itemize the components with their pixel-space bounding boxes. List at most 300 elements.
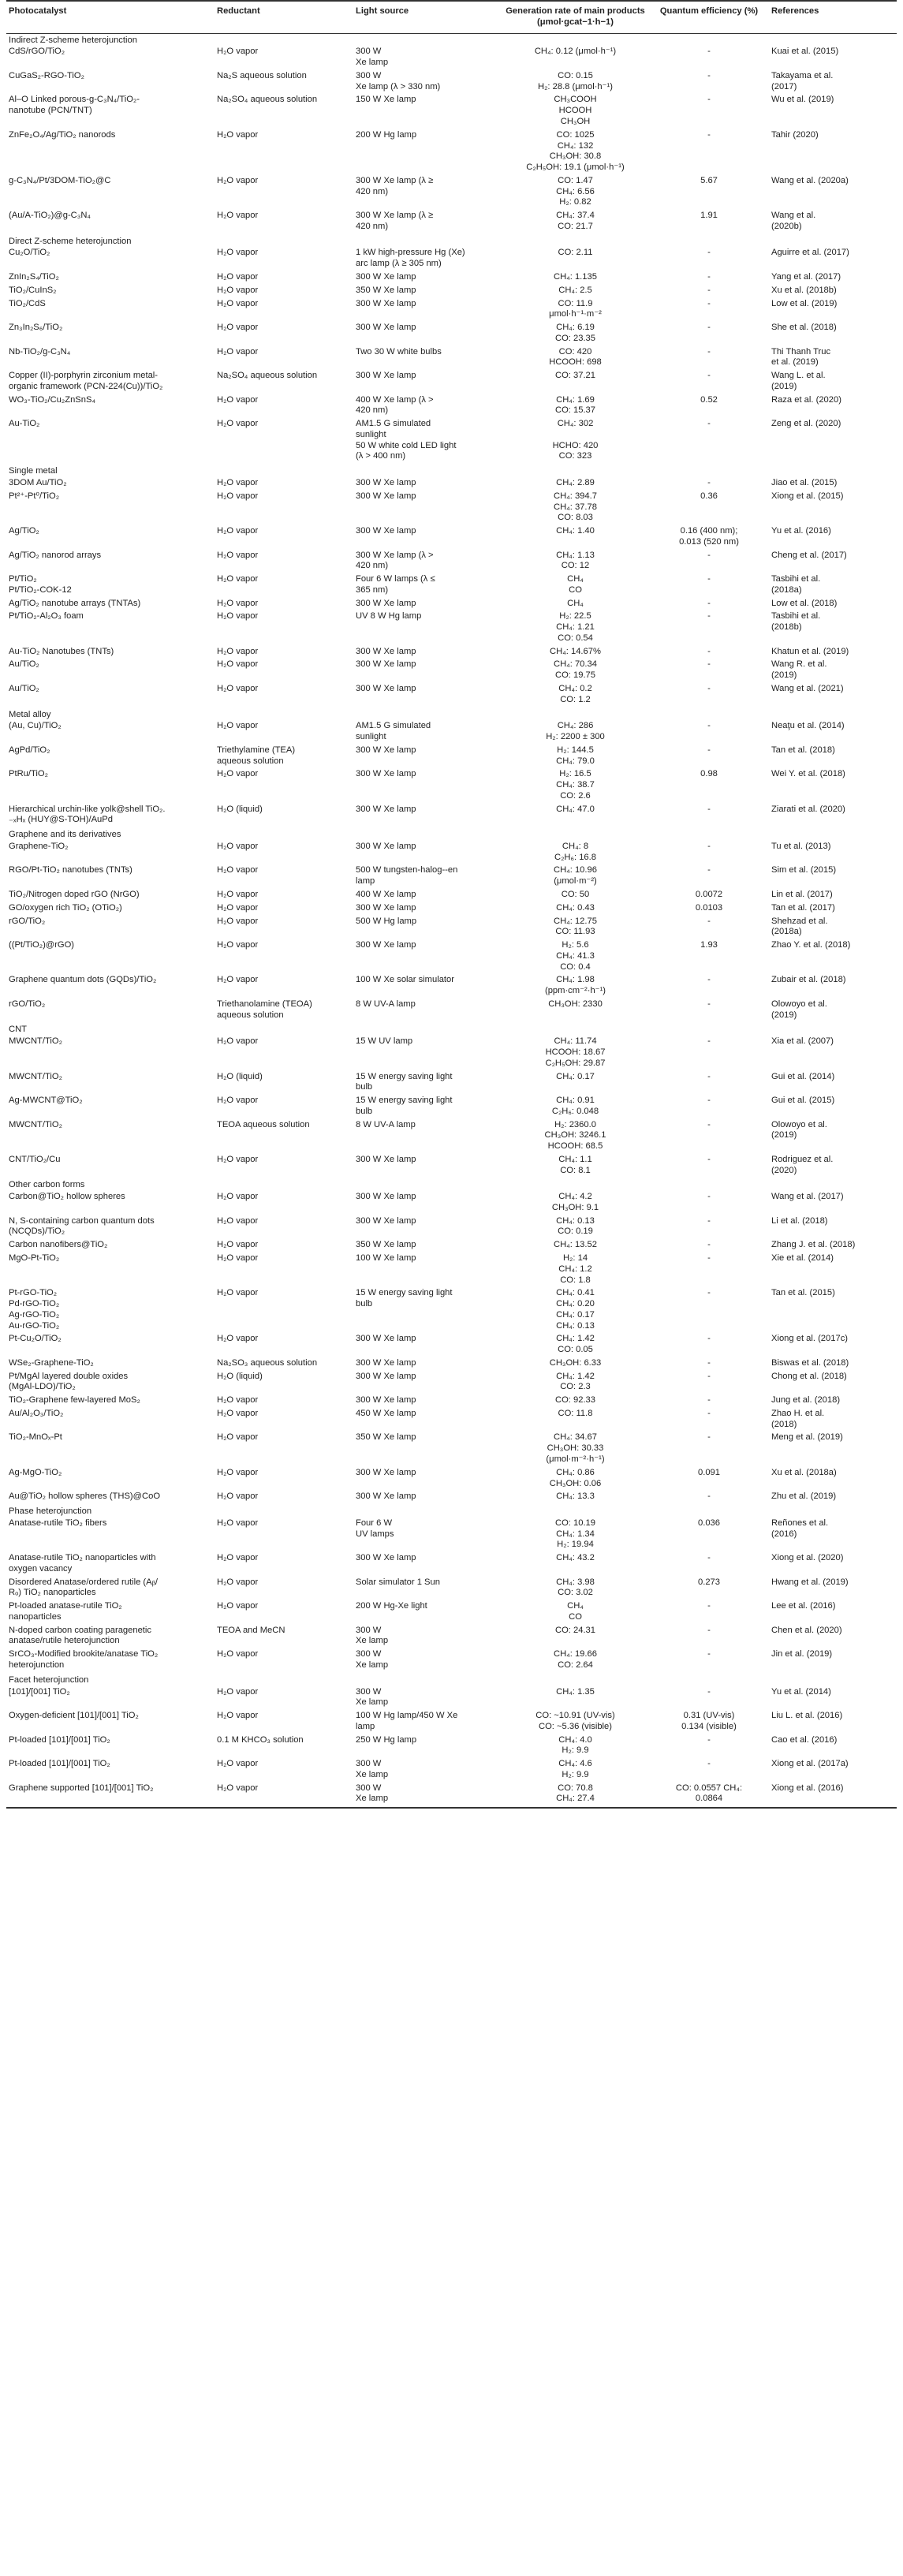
generation-rate-cell: CH₄: 3.98 CO: 3.02 [556, 1577, 595, 1598]
table-row [6, 1491, 897, 1505]
reference-cell: Yu et al. (2014) [771, 1686, 831, 1697]
reference-cell: Cao et al. (2016) [771, 1734, 838, 1745]
reductant-cell: H₂O vapor [217, 1518, 259, 1528]
generation-rate-cell: CO: 1025 CH₄: 132 CH₃OH: 30.8 C₂H₅OH: 19.1 (μmol·h⁻¹) [526, 129, 625, 173]
reference-cell: Shehzad et al. (2018a) [771, 916, 828, 937]
reference-cell: Gui et al. (2015) [771, 1096, 835, 1106]
quantum-efficiency-cell: - [707, 1071, 711, 1081]
table-row [6, 1759, 897, 1783]
generation-rate-cell: CO: 37.21 [555, 371, 595, 381]
reductant-cell: H₂O vapor [217, 1215, 259, 1226]
photocatalyst-cell: WSe₂-Graphene-TiO₂ [9, 1357, 94, 1368]
light-source-cell: 350 W Xe lamp [356, 1240, 416, 1250]
light-source-cell: 300 W Xe lamp [356, 1395, 416, 1406]
category-row [6, 1674, 897, 1687]
quantum-efficiency-cell: - [707, 1240, 711, 1250]
table-row [6, 1711, 897, 1735]
table-row [6, 1072, 897, 1096]
quantum-efficiency-cell: - [707, 1395, 711, 1406]
quantum-efficiency-cell: - [707, 804, 711, 814]
generation-rate-cell: CH₄: 0.86 CH₃OH: 0.06 [549, 1467, 602, 1488]
quantum-efficiency-cell: - [707, 298, 711, 308]
reference-cell: Tu et al. (2013) [771, 841, 831, 851]
table-row [6, 1783, 897, 1809]
quantum-efficiency-cell: - [707, 70, 711, 80]
generation-rate-cell: H₂: 5.6 CH₄: 41.3 CO: 0.4 [556, 940, 595, 972]
reference-cell: Wang et al. (2021) [771, 684, 844, 693]
generation-rate-cell: CH₄: 286 H₂: 2200 ± 300 [546, 721, 605, 742]
table-row [6, 842, 897, 866]
reductant-cell: H₂O vapor [217, 1577, 259, 1587]
table-row [6, 940, 897, 975]
quantum-efficiency-cell: 0.52 [700, 394, 718, 405]
reductant-cell: H₂O vapor [217, 659, 259, 670]
light-source-cell: 300 W Xe lamp [356, 298, 416, 308]
light-source-cell: 450 W Xe lamp [356, 1408, 416, 1418]
table-row [6, 95, 897, 129]
reference-cell: Xu et al. (2018b) [771, 285, 837, 295]
reductant-cell: H₂O vapor [217, 1649, 259, 1659]
reference-cell: Sim et al. (2015) [771, 865, 837, 875]
header-reductant: Reductant [215, 1, 353, 33]
generation-rate-cell: H₂: 2360.0 CH₃OH: 3246.1 HCOOH: 68.5 [544, 1119, 606, 1152]
category-row [6, 235, 897, 248]
generation-rate-cell: CH₄ CO [567, 574, 584, 595]
table-row [6, 1240, 897, 1253]
reference-cell: Jiao et al. (2015) [771, 477, 838, 487]
generation-rate-cell: CH₄: 2.89 [556, 477, 595, 487]
photocatalyst-cell: AgPd/TiO₂ [9, 745, 50, 755]
table-row [6, 1601, 897, 1626]
photocatalyst-cell: Ag-MWCNT@TiO₂ [9, 1096, 83, 1106]
reference-cell: Lin et al. (2017) [771, 890, 833, 900]
table-row [6, 1120, 897, 1155]
photocatalyst-cell: Zn₃In₂S₆/TiO₂ [9, 323, 63, 333]
table-row [6, 1372, 897, 1396]
photocatalyst-cell: Cu₂O/TiO₂ [9, 248, 50, 258]
table-row [6, 1358, 897, 1372]
generation-rate-cell: CH₄: 1.42 CO: 2.3 [556, 1371, 595, 1392]
quantum-efficiency-cell: - [707, 1036, 711, 1047]
table-row [6, 599, 897, 612]
generation-rate-cell: CH₃COOH HCOOH CH₃OH [554, 95, 597, 127]
quantum-efficiency-cell: - [707, 1371, 711, 1381]
reference-cell: Ziarati et al. (2020) [771, 804, 845, 814]
light-source-cell: 400 W Xe lamp (λ > 420 nm) [356, 394, 434, 416]
generation-rate-cell: CH₄: 0.43 [556, 902, 595, 913]
quantum-efficiency-cell: - [707, 1288, 711, 1298]
table-row [6, 176, 897, 211]
generation-rate-cell: CH₄: 0.41 CH₄: 0.20 CH₄: 0.17 CH₄: 0.13 [556, 1288, 595, 1331]
light-source-cell: 300 W Xe lamp [356, 1553, 416, 1563]
quantum-efficiency-cell: - [707, 1734, 711, 1745]
reductant-cell: H₂O vapor [217, 1601, 259, 1611]
quantum-efficiency-cell: - [707, 129, 711, 140]
generation-rate-cell: CH₃OH: 2330 [548, 999, 603, 1009]
category-label: CNT [9, 1025, 27, 1035]
reductant-cell: H₂O vapor [217, 940, 259, 950]
photocatalyst-cell: Copper (II)-porphyrin zirconium metal- organic framework (PCN-224(Cu))/TiO₂ [9, 371, 163, 391]
reductant-cell: H₂O (liquid) [217, 1371, 263, 1381]
quantum-efficiency-cell: 1.93 [700, 940, 718, 950]
table-row [6, 395, 897, 420]
generation-rate-cell: CH₃OH: 6.33 [549, 1357, 602, 1368]
table-row [6, 1432, 897, 1467]
reductant-cell: H₂O vapor [217, 1759, 259, 1769]
reductant-cell: H₂O vapor [217, 298, 259, 308]
reference-cell: Xu et al. (2018a) [771, 1467, 837, 1477]
light-source-cell: 300 W Xe lamp [356, 684, 416, 693]
table-row [6, 1334, 897, 1358]
reference-cell: Olowoyo et al. (2019) [771, 1119, 827, 1141]
quantum-efficiency-cell: CO: 0.0557 CH₄: 0.0864 [649, 1783, 769, 1809]
photocatalyst-cell: Pt-Cu₂O/TiO₂ [9, 1334, 62, 1344]
generation-rate-cell: CH₄: 11.74 HCOOH: 18.67 C₂H₅OH: 29.87 [545, 1036, 606, 1068]
light-source-cell: 300 W Xe lamp [356, 323, 416, 333]
table-row [6, 1036, 897, 1071]
light-source-cell: 8 W UV-A lamp [356, 999, 416, 1009]
reference-cell: Reñones et al. (2016) [771, 1518, 829, 1539]
category-label: Graphene and its derivatives [9, 830, 121, 840]
table-row [6, 130, 897, 176]
table-row [6, 419, 897, 465]
generation-rate-cell: CH₄: 34.67 CH₃OH: 30.33 (μmol·m⁻²·h⁻¹) [546, 1432, 605, 1464]
reference-cell: Lee et al. (2016) [771, 1601, 836, 1611]
light-source-cell: 200 W Hg lamp [356, 129, 417, 140]
reference-cell: Aguirre et al. (2017) [771, 248, 849, 258]
reductant-cell: H₂O vapor [217, 248, 259, 258]
reductant-cell: H₂O vapor [217, 975, 259, 985]
generation-rate-cell: CH₄: 47.0 [556, 804, 595, 814]
table-row [6, 1553, 897, 1577]
table-row [6, 323, 897, 347]
reference-cell: Zeng et al. (2020) [771, 419, 841, 429]
quantum-efficiency-cell: - [707, 721, 711, 731]
header-generation-rate: Generation rate of main products (μmol·gcat−1·h−1) [502, 1, 649, 33]
light-source-cell: 100 W Xe lamp [356, 1253, 416, 1263]
reference-cell: Zhao H. et al. (2018) [771, 1408, 825, 1429]
generation-rate-cell: CO: 70.8 CH₄: 27.4 [502, 1783, 649, 1809]
reductant-cell: TEOA aqueous solution [217, 1119, 310, 1129]
quantum-efficiency-cell: 0.0072 [695, 890, 723, 900]
table-row [6, 1409, 897, 1433]
header-light-source: Light source [353, 1, 502, 33]
generation-rate-cell: CO: 0.15 H₂: 28.8 (μmol·h⁻¹) [537, 70, 614, 91]
quantum-efficiency-cell: - [707, 1357, 711, 1368]
generation-rate-cell: CO: 24.31 [555, 1625, 595, 1635]
photocatalyst-cell: MgO-Pt-TiO₂ [9, 1253, 60, 1263]
light-source-cell: 300 W Xe lamp [356, 646, 416, 656]
generation-rate-cell: CH₄: 70.34 CO: 19.75 [554, 659, 597, 681]
reductant-cell: H₂O vapor [217, 1240, 259, 1250]
table-row [6, 347, 897, 371]
reductant-cell: H₂O vapor [217, 1154, 259, 1164]
generation-rate-cell: CH₄: 1.40 [556, 526, 595, 536]
reductant-cell: H₂O vapor [217, 721, 259, 731]
light-source-cell: UV 8 W Hg lamp [356, 611, 422, 622]
reference-cell: Low et al. (2019) [771, 298, 838, 308]
quantum-efficiency-cell: - [707, 95, 711, 105]
generation-rate-cell: CH₄: 0.13 CO: 0.19 [556, 1215, 595, 1237]
quantum-efficiency-cell: 0.31 (UV-vis) 0.134 (visible) [681, 1711, 737, 1731]
photocatalyst-cell: Au/TiO₂ [9, 684, 39, 693]
photocatalyst-cell: PtRu/TiO₂ [9, 769, 48, 779]
table-row [6, 903, 897, 917]
reductant-cell: H₂O vapor [217, 1711, 259, 1721]
photocatalyst-cell: Graphene supported [101]/[001] TiO₂ [6, 1783, 215, 1809]
reference-cell: Zhao Y. et al. (2018) [771, 940, 851, 950]
table-header [6, 1, 897, 33]
header-photocatalyst: Photocatalyst [6, 1, 215, 33]
quantum-efficiency-cell: - [707, 1649, 711, 1659]
photocatalyst-cell: Ag/TiO₂ [9, 526, 39, 536]
reductant-cell: H₂O vapor [217, 47, 259, 57]
reference-cell: Chen et al. (2020) [771, 1625, 842, 1635]
reductant-cell: TEOA and MeCN [217, 1625, 285, 1635]
reference-cell: Takayama et al. (2017) [771, 70, 834, 91]
table-row [6, 975, 897, 999]
generation-rate-cell: CH₄: 1.98 (ppm·cm⁻²·h⁻¹) [544, 975, 606, 996]
photocatalyst-cell: Pt-loaded [101]/[001] TiO₂ [9, 1734, 110, 1745]
reference-cell: Tan et al. (2017) [771, 902, 835, 913]
reductant-cell: H₂O vapor [217, 1036, 259, 1047]
category-label: Metal alloy [9, 709, 51, 719]
table-row [6, 491, 897, 526]
table-row [6, 1253, 897, 1288]
reductant-cell: H₂O vapor [217, 346, 259, 357]
generation-rate-cell: CO: 420 HCOOH: 698 [549, 346, 602, 368]
reference-cell: Biswas et al. (2018) [771, 1357, 849, 1368]
reference-cell: Tasbihi et al. (2018b) [771, 611, 821, 633]
table-row [6, 299, 897, 323]
photocatalyst-cell: Pt/MgAl layered double oxides (MgAl-LDO)/TiO₂ [9, 1371, 129, 1392]
reference-cell: Zhu et al. (2019) [771, 1491, 837, 1502]
generation-rate-cell: CH₄: 394.7 CH₄: 37.78 CO: 8.03 [554, 491, 597, 523]
table-row [6, 478, 897, 491]
reductant-cell: H₂O vapor [217, 841, 259, 851]
photocatalyst-cell: MWCNT/TiO₂ [9, 1036, 62, 1047]
reductant-cell: Na₂SO₄ aqueous solution [217, 371, 318, 381]
generation-rate-cell: CH₄: 12.75 CO: 11.93 [554, 916, 597, 937]
reductant-cell: H₂O vapor [217, 491, 259, 501]
light-source-cell: 300 W Xe lamp [356, 526, 416, 536]
table-row [6, 371, 897, 395]
quantum-efficiency-cell: 0.0103 [695, 902, 723, 913]
quantum-efficiency-cell: 0.091 [698, 1467, 720, 1477]
reductant-cell: H₂O vapor [217, 323, 259, 333]
reductant-cell: H₂O vapor [217, 285, 259, 295]
light-source-cell: 300 W Xe lamp [356, 1467, 416, 1477]
photocatalyst-cell: Pt²⁺-Pt⁰/TiO₂ [9, 491, 60, 501]
light-source-cell: 300 W Xe lamp (λ ≥ 420 nm) [356, 211, 434, 231]
reference-cell: Liu L. et al. (2016) [771, 1711, 843, 1721]
quantum-efficiency-cell: 0.036 [698, 1518, 720, 1528]
reference-cell: Khatun et al. (2019) [771, 646, 849, 656]
generation-rate-cell: CH₄: 1.135 [554, 271, 597, 282]
photocatalyst-cell: ((Pt/TiO₂)@rGO) [9, 940, 75, 950]
photocatalyst-cell: SrCO₃-Modified brookite/anatase TiO₂ heterojunction [9, 1649, 159, 1671]
reductant-cell: H₂O vapor [217, 1686, 259, 1697]
reductant-cell: H₂O vapor [217, 598, 259, 608]
table-row [6, 1518, 897, 1553]
photocatalyst-cell: Carbon@TiO₂ hollow spheres [9, 1192, 125, 1202]
generation-rate-cell: CH₄: 0.17 [556, 1071, 595, 1081]
quantum-efficiency-cell: - [707, 646, 711, 656]
table-row [6, 526, 897, 551]
table-row [6, 647, 897, 660]
reference-cell: Hwang et al. (2019) [771, 1577, 849, 1587]
generation-rate-cell: CH₄: 2.5 [558, 285, 592, 295]
quantum-efficiency-cell: 1.91 [700, 211, 718, 221]
reductant-cell: H₂O vapor [217, 1096, 259, 1106]
reference-cell: Wang R. et al. (2019) [771, 659, 827, 681]
generation-rate-cell: CO: 50 [561, 890, 590, 900]
reductant-cell: H₂O vapor [217, 684, 259, 693]
photocatalyst-cell: Al–O Linked porous-g-C₃N₄/TiO₂- nanotube (PCN/TNT) [9, 95, 140, 116]
generation-rate-cell: CH₄: 8 C₂H₆: 16.8 [554, 841, 596, 862]
category-label: Single metal [9, 466, 58, 476]
table-row [6, 211, 897, 235]
light-source-cell: 300 W Xe lamp [356, 371, 416, 381]
photocatalyst-cell: WO₃-TiO₂/Cu₂ZnSnS₄ [9, 394, 96, 405]
photocatalyst-cell: Pt-loaded anatase-rutile TiO₂ nanoparticles [9, 1601, 122, 1622]
quantum-efficiency-cell: - [707, 598, 711, 608]
photocatalyst-cell: rGO/TiO₂ [9, 999, 46, 1009]
generation-rate-cell: H₂: 144.5 CH₄: 79.0 [556, 745, 595, 766]
reductant-cell: H₂O vapor [217, 611, 259, 622]
photocatalyst-cell: (Au, Cu)/TiO₂ [9, 721, 62, 731]
reductant-cell: H₂O vapor [217, 526, 259, 536]
reductant-cell: H₂O vapor [217, 211, 259, 221]
generation-rate-cell: CH₄: 4.0 H₂: 9.9 [558, 1734, 592, 1756]
quantum-efficiency-cell: - [707, 684, 711, 693]
reference-cell: Jung et al. (2018) [771, 1395, 841, 1406]
light-source-cell: AM1.5 G simulated sunlight 50 W white cold LED light (λ > 400 nm) [356, 419, 457, 461]
reductant-cell: H₂O vapor [215, 1783, 353, 1809]
reference-cell: Zhang J. et al. (2018) [771, 1240, 856, 1250]
reference-cell: Olowoyo et al. (2019) [771, 999, 827, 1020]
reductant-cell: H₂O vapor [217, 271, 259, 282]
light-source-cell: AM1.5 G simulated sunlight [356, 721, 431, 742]
light-source-cell: 300 W Xe lamp [356, 902, 416, 913]
table-row [6, 999, 897, 1024]
quantum-efficiency-cell: 5.67 [700, 175, 718, 185]
quantum-efficiency-cell: - [707, 611, 711, 622]
header-references: References [769, 1, 897, 33]
table-row [6, 551, 897, 575]
table-row [6, 1649, 897, 1674]
generation-rate-cell: CO: 92.33 [555, 1395, 595, 1406]
photocatalyst-cell: N-doped carbon coating paragenetic anatase/rutile heterojunction [9, 1625, 151, 1646]
photocatalyst-comparison-table [6, 0, 897, 1809]
light-source-cell: 300 W Xe lamp [356, 841, 416, 851]
table-row [6, 1735, 897, 1760]
table-row [6, 721, 897, 745]
light-source-cell: 300 W Xe lamp [356, 745, 416, 755]
reference-cell: Tahir (2020) [771, 129, 819, 140]
light-source-cell: 250 W Hg lamp [356, 1734, 417, 1745]
light-source-cell: Four 6 W UV lamps [356, 1518, 394, 1539]
reference-cell: Xiong et al. (2017a) [771, 1759, 849, 1769]
table-row [6, 745, 897, 770]
generation-rate-cell: H₂: 22.5 CH₄: 1.21 CO: 0.54 [556, 611, 595, 643]
reference-cell: Xia et al. (2007) [771, 1036, 834, 1047]
light-source-cell: 100 W Hg lamp/450 W Xe lamp [356, 1711, 458, 1731]
quantum-efficiency-cell: - [707, 659, 711, 670]
light-source-cell: 300 W Xe lamp [356, 477, 416, 487]
reductant-cell: H₂O vapor [217, 1192, 259, 1202]
category-label: Direct Z-scheme heterojunction [9, 236, 132, 246]
table-row [6, 917, 897, 941]
light-source-cell: Four 6 W lamps (λ ≤ 365 nm) [356, 574, 435, 595]
generation-rate-cell: CH₄: 1.42 CO: 0.05 [556, 1334, 595, 1355]
table-row [6, 248, 897, 272]
reference-cell: Neaţu et al. (2014) [771, 721, 845, 731]
reference-cell: She et al. (2018) [771, 323, 837, 333]
reductant-cell: H₂O vapor [217, 865, 259, 875]
table-row [6, 1155, 897, 1179]
generation-rate-cell: CH₄: 1.1 CO: 8.1 [558, 1154, 592, 1175]
photocatalyst-cell: TiO₂/CuInS₂ [9, 285, 57, 295]
table-row [6, 1626, 897, 1650]
light-source-cell: 300 W Xe lamp [356, 1625, 389, 1646]
photocatalyst-cell: Au-TiO₂ [9, 419, 40, 429]
quantum-efficiency-cell: - [707, 1192, 711, 1202]
reference-cell: Xiong et al. (2016) [769, 1783, 897, 1809]
generation-rate-cell: CO: 1.47 CH₄: 6.56 H₂: 0.82 [556, 175, 595, 207]
reductant-cell: H₂O vapor [217, 477, 259, 487]
table-row [6, 1468, 897, 1492]
table-row [6, 286, 897, 299]
photocatalyst-cell: Au/TiO₂ [9, 659, 39, 670]
generation-rate-cell: CH₄: 4.2 CH₃OH: 9.1 [551, 1192, 599, 1212]
reference-cell: Li et al. (2018) [771, 1215, 828, 1226]
photocatalyst-cell: CuGaS₂-RGO-TiO₂ [9, 70, 84, 80]
generation-rate-cell: CH₄: 43.2 [556, 1553, 595, 1563]
light-source-cell: 500 W tungsten-halog--en lamp [356, 865, 458, 887]
category-row [6, 1178, 897, 1192]
quantum-efficiency-cell: - [707, 1601, 711, 1611]
reference-cell: Thi Thanh Truc et al. (2019) [771, 346, 831, 368]
generation-rate-cell: CH₄: 13.3 [556, 1491, 595, 1502]
reductant-cell: Triethanolamine (TEOA) aqueous solution [217, 999, 312, 1020]
light-source-cell: 300 W Xe lamp [353, 1783, 502, 1809]
photocatalyst-cell: ZnFe₂O₄/Ag/TiO₂ nanorods [9, 129, 116, 140]
table-row [6, 805, 897, 829]
reference-cell: Low et al. (2018) [771, 598, 838, 608]
quantum-efficiency-cell: - [707, 1408, 711, 1418]
light-source-cell: 300 W Xe lamp [356, 47, 389, 68]
table-row [6, 272, 897, 286]
reductant-cell: Triethylamine (TEA) aqueous solution [217, 745, 296, 766]
category-row [6, 1505, 897, 1518]
reference-cell: Wang et al. (2017) [771, 1192, 844, 1202]
header-row [6, 1, 897, 33]
light-source-cell: 500 W Hg lamp [356, 916, 417, 926]
table-row [6, 1395, 897, 1409]
category-label: Phase heterojunction [9, 1506, 92, 1517]
reference-cell: Jin et al. (2019) [771, 1649, 833, 1659]
generation-rate-cell: CH₄: 10.96 (μmol·m⁻²) [554, 865, 597, 887]
category-row [6, 465, 897, 478]
photocatalyst-cell: Graphene quantum dots (GQDs)/TiO₂ [9, 975, 157, 985]
reductant-cell: H₂O vapor [217, 646, 259, 656]
photocatalyst-cell: Carbon nanofibers@TiO₂ [9, 1240, 108, 1250]
table-row [6, 769, 897, 804]
reductant-cell: H₂O vapor [217, 550, 259, 560]
reference-cell: Tan et al. (2015) [771, 1288, 835, 1298]
reductant-cell: H₂O (liquid) [217, 804, 263, 814]
